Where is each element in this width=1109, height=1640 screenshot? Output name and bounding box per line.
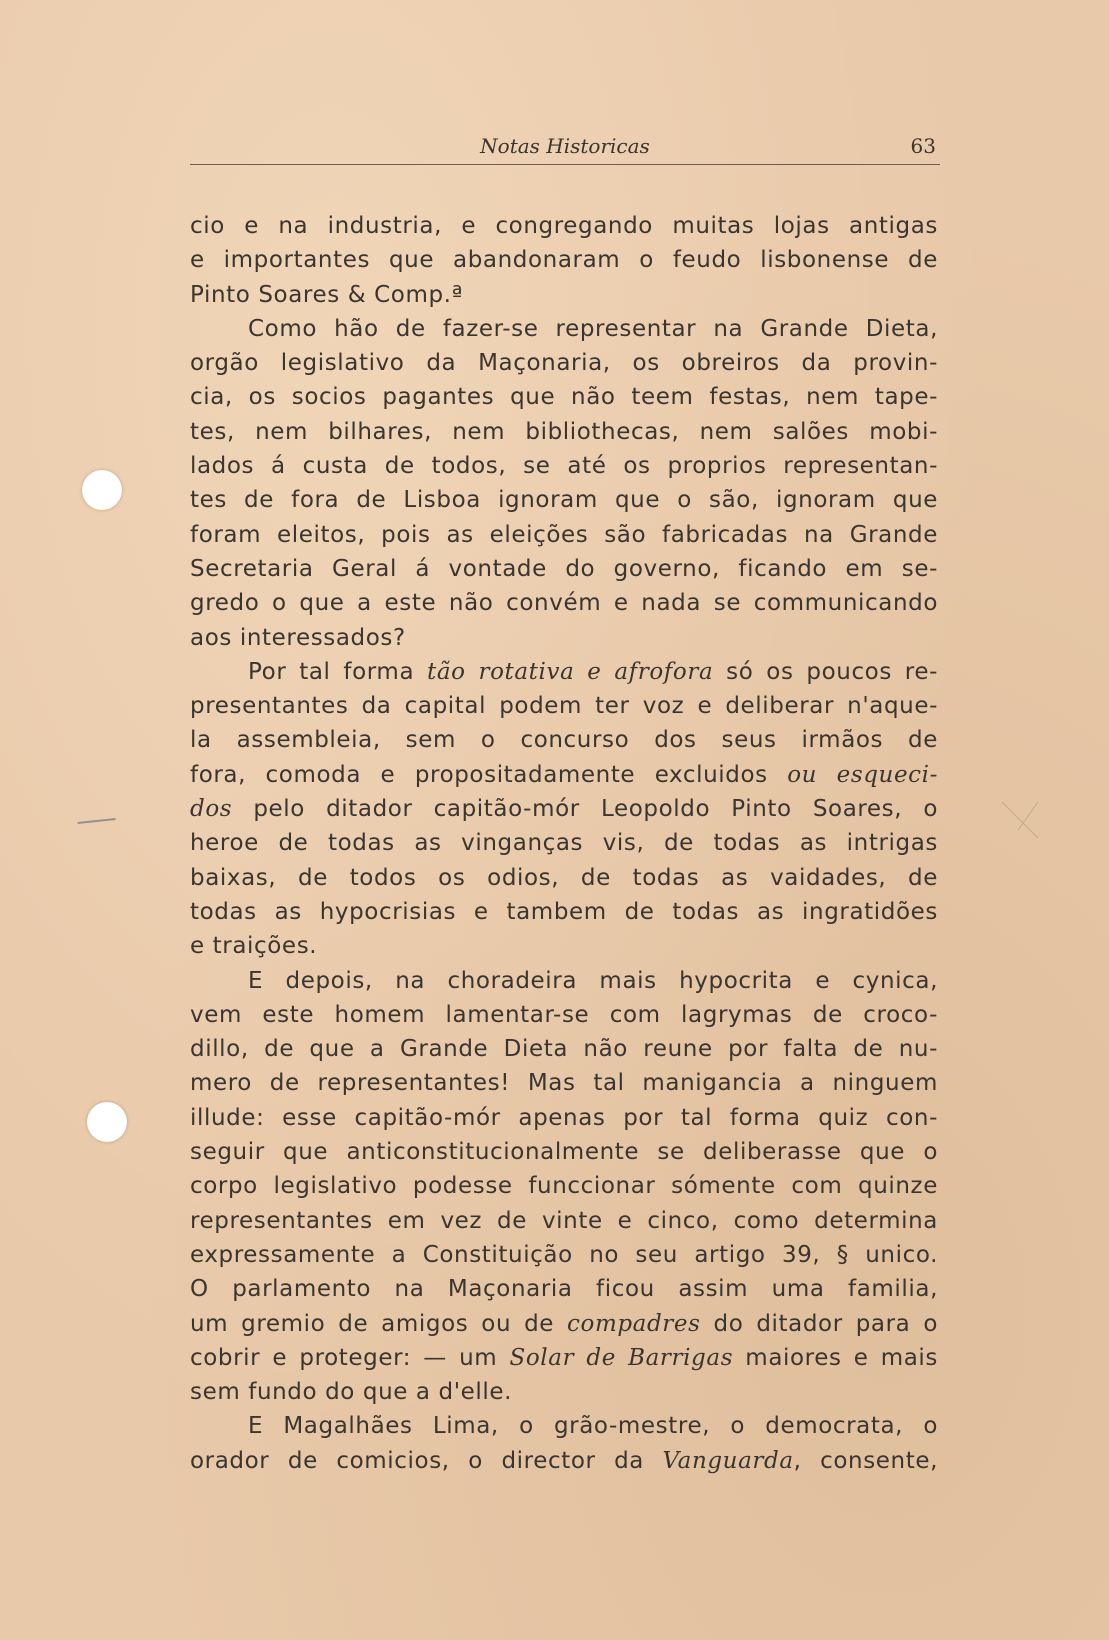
text-run: Por tal forma — [248, 658, 428, 685]
running-title: Notas Historicas — [480, 134, 650, 158]
paragraph-start-line: E Magalhães Lima, o grão-mestre, o democrata, o — [248, 1413, 938, 1440]
margin-pencil-mark — [1000, 800, 1040, 840]
italic-run: dos — [190, 796, 233, 823]
margin-smudge — [78, 818, 117, 832]
italic-run: Vanguarda — [662, 1447, 794, 1474]
text-line: aos interessados? — [190, 624, 406, 651]
text-line: Secretaria Geral á vontade do governo, ficando em se- — [190, 555, 938, 582]
text-line: expressamente a Constituição no seu artigo 39, § unico. — [190, 1241, 938, 1268]
text-line: cia, os socios pagantes que não teem festas, nem tape- — [190, 384, 938, 411]
text-line: mero de representantes! Mas tal manigancia a ninguem — [190, 1070, 938, 1097]
text-line: todas as hypocrisias e tambem de todas as ingratidões — [190, 898, 938, 925]
text-line: heroe de todas as vinganças vis, de todas as intrigas — [190, 830, 938, 857]
text-run: cobrir e proteger: — um — [190, 1344, 510, 1371]
text-line: Pinto Soares & Comp.ª — [190, 281, 464, 308]
text-line: gredo o que a este não convém e nada se communicando — [190, 590, 938, 617]
page-number: 63 — [910, 134, 936, 158]
text-line: tes, nem bilhares, nem bibliothecas, nem salões mobi- — [190, 418, 938, 445]
text-run: um gremio de amigos ou de — [190, 1310, 568, 1337]
text-line: O parlamento na Maçonaria ficou assim uma familia, — [190, 1276, 938, 1303]
italic-run: ou esqueci- — [787, 761, 938, 788]
text-run: só os poucos re- — [713, 658, 939, 685]
punch-hole-bottom — [87, 1102, 127, 1142]
text-line: cio e na industria, e congregando muitas lojas antigas — [190, 213, 938, 239]
text-line: representantes em vez de vinte e cinco, como determina — [190, 1207, 938, 1234]
italic-run: compadres — [567, 1310, 701, 1337]
text-line: dillo, de que a Grande Dieta não reune por falta de nu- — [190, 1036, 938, 1063]
text-line: orgão legislativo da Maçonaria, os obreiros da provin- — [190, 350, 938, 377]
text-line — [190, 1307, 938, 1341]
punch-hole-top — [82, 470, 122, 510]
text-line: presentantes da capital podem ter voz e deliberar n'aque- — [190, 693, 938, 720]
body-text — [190, 209, 938, 1478]
text-line: e importantes que abandonaram o feudo lisbonense de — [190, 247, 938, 274]
page-header — [190, 132, 940, 165]
text-line: lados á custa de todos, se até os proprios representan- — [190, 453, 938, 480]
text-line: sem fundo do que a d'elle. — [190, 1379, 513, 1406]
text-line: la assembleia, sem o concurso dos seus irmãos de — [190, 727, 938, 754]
text-run: orador de comicios, o director da — [190, 1447, 663, 1474]
text-line: baixas, de todos os odios, de todas as vaidades, de — [190, 864, 938, 891]
paragraph-start-line: Como hão de fazer-se representar na Grande Dieta, — [248, 315, 938, 342]
text-line: e traições. — [190, 933, 318, 960]
text-run: maiores e mais — [733, 1344, 938, 1371]
paragraph-start-line: E depois, na choradeira mais hypocrita e cynica, — [248, 967, 938, 994]
text-line — [190, 1341, 938, 1375]
text-line — [190, 792, 938, 826]
text-line — [190, 758, 938, 792]
paragraph-start-line — [190, 655, 938, 689]
text-line: illude: esse capitão-mór apenas por tal forma quiz con- — [190, 1104, 938, 1131]
text-line: vem este homem lamentar-se com lagrymas de croco- — [190, 1001, 938, 1028]
text-line: seguir que anticonstitucionalmente se deliberasse que o — [190, 1139, 938, 1166]
text-line — [190, 1444, 938, 1478]
text-line: tes de fora de Lisboa ignoram que o são, ignoram que — [190, 487, 938, 514]
text-line: corpo legislativo podesse funccionar sómente com quinze — [190, 1173, 938, 1200]
text-run: fora, comoda e propositadamente excluidos — [190, 761, 788, 788]
text-run: pelo ditador capitão-mór Leopoldo Pinto Soares, o — [232, 796, 938, 823]
italic-run: Solar de Barrigas — [509, 1344, 734, 1371]
italic-run: tão rotativa e afrofora — [427, 658, 714, 685]
text-run: , consente, — [793, 1447, 938, 1474]
text-run: do ditador para o — [700, 1310, 938, 1337]
text-line: foram eleitos, pois as eleições são fabricadas na Grande — [190, 521, 938, 548]
